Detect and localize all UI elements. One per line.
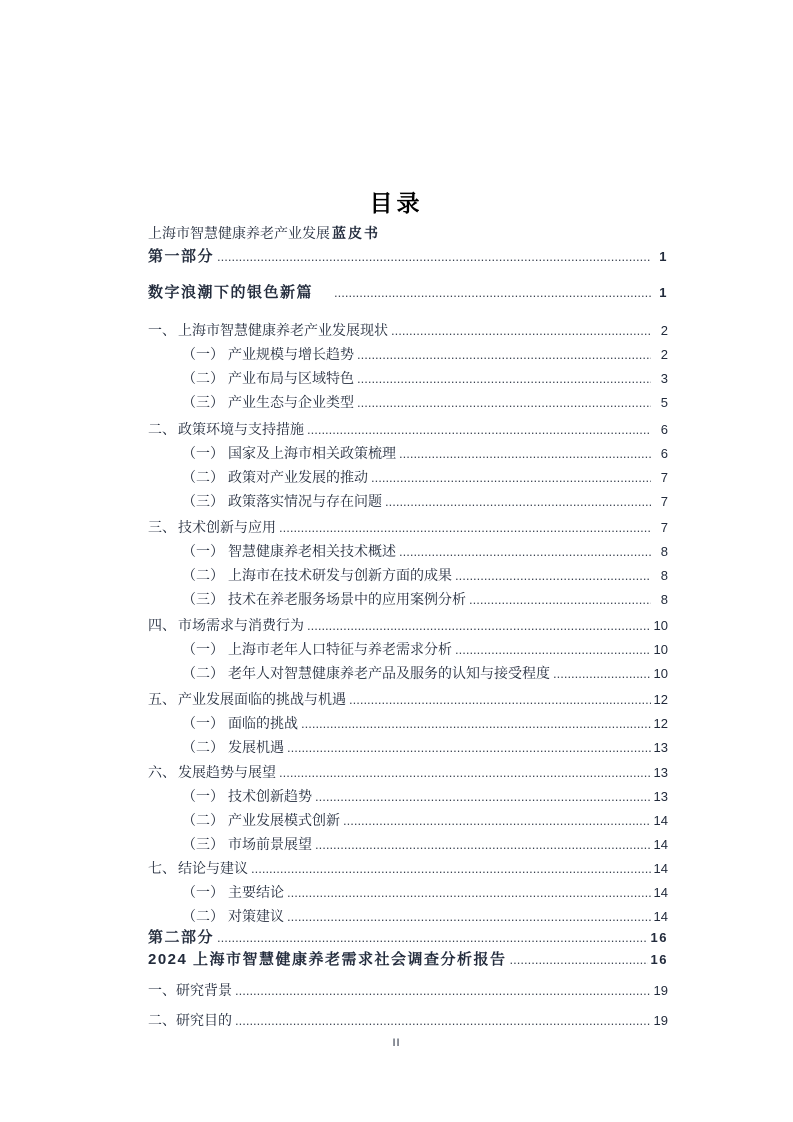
- toc-page-number: 13: [653, 740, 668, 755]
- toc-entry[interactable]: [148, 1008, 668, 1032]
- toc-entry-number: （二）: [182, 739, 224, 755]
- toc-entry-label: 技术创新与应用: [178, 519, 276, 535]
- toc-leader-dots: [399, 442, 651, 466]
- toc-entry-number: （一）: [182, 788, 224, 804]
- toc-page-number: 10: [653, 666, 668, 681]
- toc-leader-dots: [279, 761, 651, 785]
- toc-entry[interactable]: [148, 948, 668, 972]
- toc-entry-number: （二）: [182, 567, 224, 583]
- toc-page-number: 1: [659, 249, 668, 264]
- toc-entry[interactable]: [148, 342, 668, 366]
- toc-leader-dots: [235, 979, 651, 1003]
- toc-leader-dots: [385, 490, 651, 514]
- toc-page-number: 14: [653, 837, 668, 852]
- toc-leader-dots: [357, 391, 651, 415]
- toc-entry[interactable]: [148, 390, 668, 414]
- toc-entry[interactable]: [148, 784, 668, 808]
- toc-entry-number: （三）: [182, 394, 224, 410]
- toc-entry-label: 技术创新趋势: [228, 788, 312, 804]
- toc-entry-label: 对策建议: [228, 908, 284, 924]
- toc-entry-number: 四、: [148, 617, 176, 633]
- toc-entry-label-emphasis: 蓝皮书: [332, 225, 380, 241]
- toc-leader-dots: [315, 833, 651, 857]
- toc-entry[interactable]: [148, 441, 668, 465]
- toc-page-number: 8: [660, 568, 668, 583]
- toc-entry-number: 六、: [148, 764, 176, 780]
- toc-page-number: 14: [653, 813, 668, 828]
- toc-entry-number: （三）: [182, 591, 224, 607]
- toc-entry[interactable]: [148, 221, 668, 245]
- toc-leader-dots: [357, 367, 651, 391]
- toc-entry[interactable]: [148, 515, 668, 539]
- toc-entry-label: 产业发展模式创新: [228, 812, 340, 828]
- toc-page-number: 13: [653, 789, 668, 804]
- toc-page-number: 13: [653, 765, 668, 780]
- toc-entry-label: 政策落实情况与存在问题: [228, 493, 382, 509]
- toc-entry[interactable]: [148, 613, 668, 637]
- toc-page-number: 7: [660, 470, 668, 485]
- toc-leader-dots: [349, 688, 651, 712]
- toc-entry[interactable]: [148, 587, 668, 611]
- toc-leader-dots: [455, 638, 651, 662]
- toc-entry-number: （三）: [182, 493, 224, 509]
- table-of-contents: [148, 221, 668, 1032]
- toc-entry-label: 市场需求与消费行为: [178, 617, 304, 633]
- toc-leader-dots: [553, 662, 651, 686]
- toc-entry-number: （二）: [182, 908, 224, 924]
- toc-entry-label: 数字浪潮下的银色新篇: [148, 284, 314, 301]
- toc-page-number: 12: [653, 716, 668, 731]
- toc-entry[interactable]: [148, 687, 668, 711]
- toc-page-number: 10: [653, 618, 668, 633]
- toc-entry[interactable]: [148, 926, 668, 950]
- toc-entry-number: （二）: [182, 812, 224, 828]
- toc-leader-dots: [217, 926, 648, 950]
- toc-page-number: 14: [653, 909, 668, 924]
- toc-leader-dots: [399, 540, 651, 564]
- toc-page-number: 2: [660, 323, 668, 338]
- toc-leader-dots: [279, 516, 651, 540]
- toc-entry-number: （三）: [182, 836, 224, 852]
- toc-entry-label: 面临的挑战: [228, 715, 298, 731]
- toc-entry[interactable]: [148, 904, 668, 928]
- toc-entry-number: 五、: [148, 691, 176, 707]
- toc-leader-dots: [307, 418, 651, 442]
- toc-entry-number: （二）: [182, 370, 224, 386]
- toc-leader-dots: [217, 245, 651, 269]
- toc-entry[interactable]: [148, 880, 668, 904]
- toc-page-number: 10: [653, 642, 668, 657]
- toc-entry-label: 产业生态与企业类型: [228, 394, 354, 410]
- toc-page-number: 2: [660, 347, 668, 362]
- toc-leader-dots: [357, 343, 651, 367]
- toc-entry-label: 老年人对智慧健康养老产品及服务的认知与接受程度: [228, 665, 550, 681]
- toc-page-number: 3: [660, 371, 668, 386]
- toc-leader-dots: [307, 614, 651, 638]
- toc-leader-dots: [251, 857, 651, 881]
- toc-entry-label: 结论与建议: [178, 860, 248, 876]
- toc-entry-number: （一）: [182, 445, 224, 461]
- toc-entry-label: 政策环境与支持措施: [178, 421, 304, 437]
- toc-entry[interactable]: [148, 808, 668, 832]
- toc-page-number: 5: [660, 395, 668, 410]
- toc-entry-number: （一）: [182, 641, 224, 657]
- toc-entry[interactable]: [148, 366, 668, 390]
- toc-entry-label: 政策对产业发展的推动: [228, 469, 368, 485]
- toc-entry-label: 二、研究目的: [148, 1012, 232, 1028]
- toc-leader-dots: [510, 948, 648, 972]
- toc-entry[interactable]: [148, 832, 668, 856]
- toc-leader-dots: [371, 466, 651, 490]
- page-title: 目录: [369, 190, 424, 216]
- toc-entry-label: 智慧健康养老相关技术概述: [228, 543, 396, 559]
- toc-entry[interactable]: [148, 417, 668, 441]
- toc-leader-dots: [287, 736, 651, 760]
- toc-entry-label: 国家及上海市相关政策梳理: [228, 445, 396, 461]
- toc-entry-number: （一）: [182, 884, 224, 900]
- toc-entry-label: 一、研究背景: [148, 982, 232, 998]
- toc-entry[interactable]: [148, 711, 668, 735]
- toc-entry[interactable]: [148, 539, 668, 563]
- toc-leader-dots: [315, 785, 651, 809]
- toc-entry[interactable]: [148, 281, 668, 305]
- toc-entry[interactable]: [148, 245, 668, 269]
- toc-entry-label: 主要结论: [228, 884, 284, 900]
- toc-leader-dots: [455, 564, 651, 588]
- toc-page-number: 1: [659, 285, 668, 300]
- toc-entry-label: 第一部分: [148, 248, 215, 265]
- toc-leader-dots: [287, 881, 651, 905]
- toc-leader-dots: [235, 1009, 651, 1033]
- toc-page-number: 8: [660, 544, 668, 559]
- toc-entry[interactable]: [148, 856, 668, 880]
- toc-entry[interactable]: [148, 318, 668, 342]
- toc-entry-label: 发展趋势与展望: [178, 764, 276, 780]
- toc-entry-label: 发展机遇: [228, 739, 284, 755]
- toc-entry-number: 一、: [148, 322, 176, 338]
- page-footer-number: II: [392, 1037, 401, 1049]
- toc-entry-label: 上海市智慧健康养老产业发展: [148, 225, 330, 241]
- toc-entry[interactable]: [148, 978, 668, 1002]
- toc-page-number: 7: [660, 520, 668, 535]
- toc-entry-number: （二）: [182, 469, 224, 485]
- toc-entry-label: 产业规模与增长趋势: [228, 346, 354, 362]
- toc-entry-number: （一）: [182, 346, 224, 362]
- toc-entry-label: 上海市智慧健康养老产业发展现状: [178, 322, 388, 338]
- toc-entry-number: （一）: [182, 543, 224, 559]
- toc-entry[interactable]: [148, 735, 668, 759]
- toc-entry-label: 2024 上海市智慧健康养老需求社会调查分析报告: [148, 951, 507, 968]
- toc-page-number: 14: [653, 885, 668, 900]
- toc-entry-number: 二、: [148, 421, 176, 437]
- toc-entry-label: 市场前景展望: [228, 836, 312, 852]
- toc-leader-dots: [301, 712, 651, 736]
- toc-leader-dots: [334, 281, 651, 305]
- toc-entry-label: 上海市老年人口特征与养老需求分析: [228, 641, 452, 657]
- toc-leader-dots: [469, 588, 651, 612]
- toc-page-number: 6: [660, 446, 668, 461]
- toc-entry[interactable]: [148, 489, 668, 513]
- toc-page-number: 19: [653, 1013, 668, 1028]
- toc-page-number: 14: [653, 861, 668, 876]
- toc-entry-label: 产业布局与区域特色: [228, 370, 354, 386]
- toc-page-number: 19: [653, 983, 668, 998]
- toc-page-number: 7: [660, 494, 668, 509]
- toc-entry-label: 第二部分: [148, 929, 215, 946]
- toc-entry[interactable]: [148, 637, 668, 661]
- toc-page-number: 16: [650, 952, 668, 967]
- toc-page-number: 16: [650, 930, 668, 945]
- toc-entry[interactable]: [148, 661, 668, 685]
- toc-leader-dots: [343, 809, 651, 833]
- toc-entry-number: 三、: [148, 519, 176, 535]
- toc-leader-dots: [391, 319, 651, 343]
- toc-entry-label: 技术在养老服务场景中的应用案例分析: [228, 591, 466, 607]
- toc-entry[interactable]: [148, 563, 668, 587]
- toc-entry-label: 上海市在技术研发与创新方面的成果: [228, 567, 452, 583]
- toc-entry[interactable]: [148, 760, 668, 784]
- toc-entry-number: （一）: [182, 715, 224, 731]
- toc-entry-number: （二）: [182, 665, 224, 681]
- toc-entry-label: 产业发展面临的挑战与机遇: [178, 691, 346, 707]
- toc-page-number: 6: [660, 422, 668, 437]
- toc-entry-number: 七、: [148, 860, 176, 876]
- toc-entry[interactable]: [148, 465, 668, 489]
- toc-page-number: 8: [660, 592, 668, 607]
- toc-page-number: 12: [653, 692, 668, 707]
